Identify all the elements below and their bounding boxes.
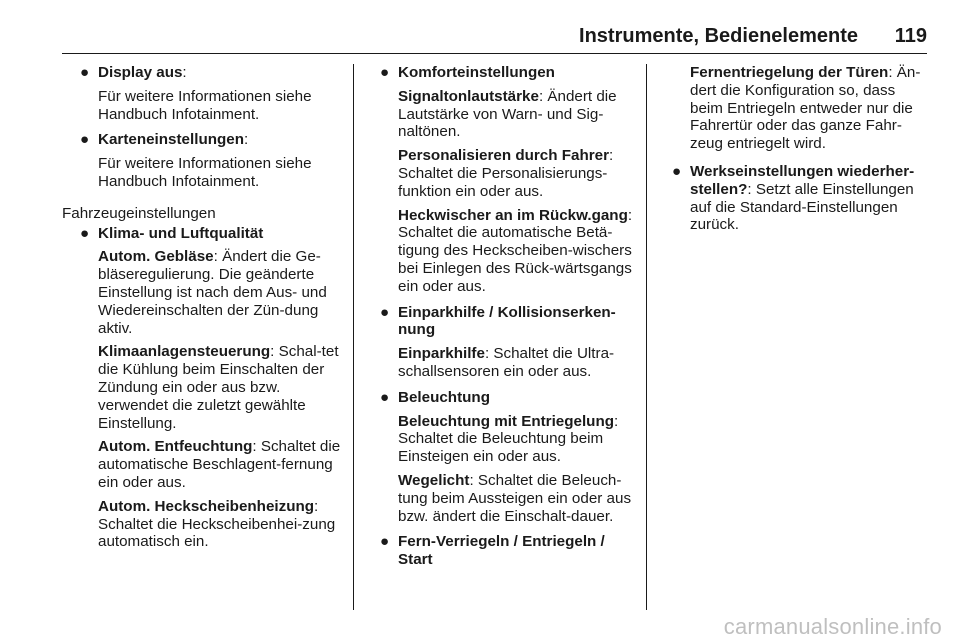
item-heading	[98, 131, 352, 149]
list-item-klima	[62, 225, 352, 552]
item-heading: Komforteinstellungen	[398, 64, 555, 81]
column-1	[62, 64, 352, 559]
term: Autom. Heckscheibenheizung	[98, 497, 315, 515]
entry-autom-heckscheibenheizung	[98, 498, 352, 551]
item-heading: Klima- und Luftqualität	[98, 224, 264, 242]
entry-text: : Schaltet die automatische Beschlagent-fernung ein oder aus.	[98, 438, 341, 491]
entry-text: : Schaltet die Beleuch-tung beim Aussteigen ein oder aus bzw. ändert die Einschalt-dauer.	[398, 471, 632, 525]
entry-personalisieren	[398, 147, 642, 200]
term: Fernentriegelung der Türen	[690, 64, 889, 81]
item-text: Für weitere Informationen siehe Handbuch Infotainment.	[98, 155, 312, 190]
colon: :	[244, 131, 249, 149]
bullet: ●	[672, 162, 682, 180]
bullet: ●	[80, 131, 90, 149]
list-item-fern-verriegeln	[362, 533, 642, 569]
term: Personalisieren durch Fahrer	[398, 147, 610, 165]
term: Autom. Gebläse	[98, 248, 214, 266]
entry-fernentriegelung	[690, 64, 932, 153]
header-rule	[62, 53, 927, 54]
entry-text: : Ändert die Ge-bläseregulierung. Die geänderte Einstellung ist nach dem Aus- und Wiedereinschalten der Zün-dung aktiv.	[98, 248, 327, 337]
page-title: Instrumente, Bedienelemente	[579, 25, 858, 47]
entry-text: : Schaltet die Heckscheibenhei-zung automatisch ein.	[98, 497, 336, 551]
item-text: Für weitere Informationen siehe Handbuch Infotainment.	[98, 87, 312, 123]
colon: :	[182, 64, 187, 81]
entry-autom-entfeuchtung	[98, 438, 352, 491]
term: Wegelicht	[398, 471, 470, 489]
term: Display aus	[98, 64, 183, 81]
list-item-werkseinstellungen	[654, 163, 932, 234]
entry-text: : Schaltet die Beleuchtung beim Einsteigen ein oder aus.	[398, 412, 619, 466]
entry-werkseinstellungen	[690, 163, 932, 234]
bullet: ●	[80, 224, 90, 242]
bullet: ●	[380, 388, 390, 406]
entry-einparkhilfe	[398, 345, 642, 381]
term: Einparkhilfe	[398, 345, 485, 363]
bullet: ●	[80, 64, 90, 81]
entry-text: : Schaltet die automatische Betä-tigung des Heckscheiben-wischers bei Einlegen des Rück-wärtsgangs ein oder aus.	[398, 206, 633, 295]
item-heading: Fern-Verriegeln / Entriegeln / Start	[398, 533, 605, 569]
entry-autom-geblaese	[98, 248, 352, 337]
entry-text: : Än-dert die Konfiguration so, dass beim Entriegeln entweder nur die Fahrertür oder das ganze Fahr-zeug entriegelt wird.	[690, 64, 921, 153]
item-heading	[98, 64, 352, 82]
list-item-einparkhilfe	[362, 304, 642, 381]
column-divider-1	[353, 64, 354, 610]
list-item-karteneinstellungen	[62, 131, 352, 190]
column-3	[654, 64, 932, 242]
bullet: ●	[380, 64, 390, 81]
term: Karteneinstellungen	[98, 131, 244, 149]
item-heading: Einparkhilfe / Kollisionserken-nung	[398, 303, 616, 339]
watermark: carmanualsonline.info	[723, 614, 942, 640]
term: Autom. Entfeuchtung	[98, 438, 253, 456]
term: Klimaanlagensteuerung	[98, 343, 271, 361]
bullet: ●	[380, 533, 390, 551]
list-item-komforteinstellungen	[362, 64, 642, 296]
entry-klimaanlagensteuerung	[98, 343, 352, 432]
entry-signaltonlautstaerke	[398, 88, 642, 141]
entry-text: : Schal-tet die Kühlung beim Einschalten der Zündung ein oder aus bzw. verwendet die zuletzt gewählte Einstellung.	[98, 343, 339, 432]
item-heading: Beleuchtung	[398, 388, 490, 406]
bullet: ●	[380, 303, 390, 321]
section-title-fahrzeugeinstellungen: Fahrzeugeinstellungen	[62, 204, 216, 222]
page-number: 119	[894, 25, 927, 47]
list-item-display-aus	[62, 64, 352, 123]
list-item-continuation	[654, 64, 932, 153]
page-header	[0, 26, 960, 56]
entry-text: : Setzt alle Einstellungen auf die Standard-Einstellungen zurück.	[690, 180, 914, 234]
entry-wegelicht	[398, 472, 642, 525]
column-2	[362, 64, 642, 577]
entry-heckwischer	[398, 207, 642, 296]
term: Werkseinstellungen wiederher-stellen?	[690, 162, 915, 198]
column-divider-2	[646, 64, 647, 610]
entry-text: : Schaltet die Personalisierungs-funktion ein oder aus.	[398, 147, 614, 200]
entry-text: : Ändert die Lautstärke von Warn- und Sig-naltönen.	[398, 87, 617, 141]
term: Heckwischer an im Rückw.gang	[398, 206, 628, 224]
entry-text: : Schaltet die Ultra-schallsensoren ein oder aus.	[398, 345, 615, 380]
term: Beleuchtung mit Entriegelung	[398, 412, 615, 430]
list-item-beleuchtung	[362, 389, 642, 526]
entry-beleuchtung-entriegelung	[398, 413, 642, 466]
term: Signaltonlautstärke	[398, 87, 539, 105]
